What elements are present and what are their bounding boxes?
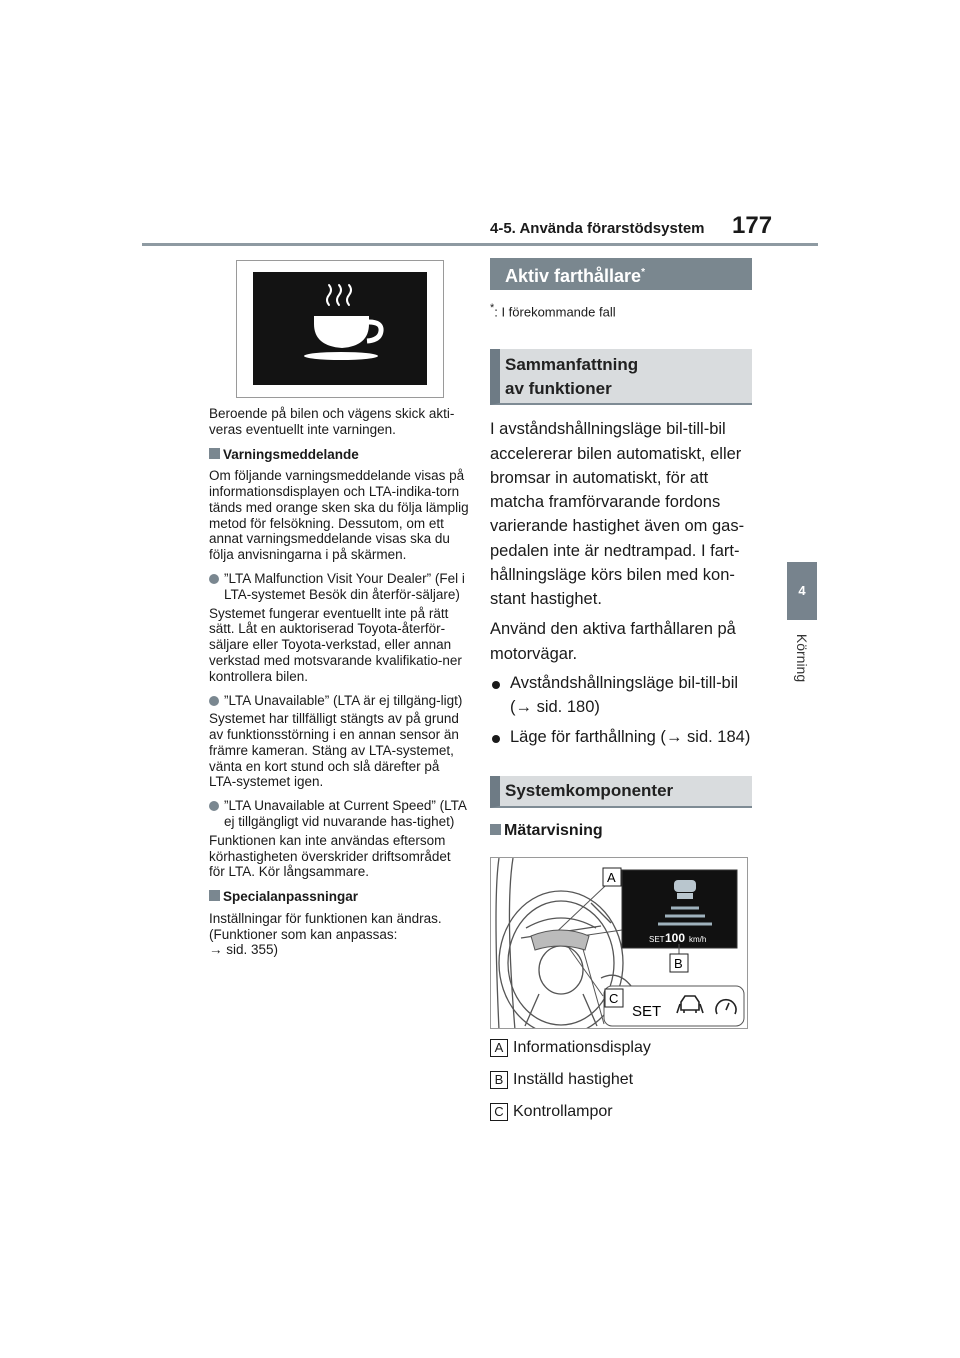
meter-diagram (490, 857, 748, 1029)
callout-label-b: B (674, 955, 683, 971)
warning-item-2: ”LTA Unavailable” (LTA är ej tillgäng-ligt) (209, 693, 469, 709)
square-bullet-icon (490, 824, 501, 835)
square-bullet-icon (209, 890, 220, 901)
summary-body-1: I avståndshållningsläge bil-till-bil accelererar bilen automatiskt, eller bromsar in automatiskt, för att matcha framförvarande fordons varierande hastighet även om gas-pedalen inte är nedtrampad. I fart-hållningsläge körs bilen med kon-stant hastighet. (490, 420, 745, 609)
dashboard-illustration (491, 858, 748, 1029)
warning-item-1-text: Systemet fungerar eventuellt inte på rätt sätt. Låt en auktoriserad Toyota-återför-säljare eller Toyota-verkstad, eller annan verkstad med motsvarande kvalifikatio-ner kontrollera bilen. (209, 605, 462, 684)
system-heading: Systemkomponenter (490, 776, 752, 808)
warning-item-2-text: Systemet har tillfälligt stängts av på grund av funktionsstörning i en annan sensor än främre kameran. Stäng av LTA-systemet, vänta en kort stund och slå därefter på LTA-systemet igen. (209, 711, 459, 790)
right-column (490, 258, 752, 1121)
arrow-right-icon: → (515, 697, 537, 716)
display-set-label: SET (649, 934, 665, 944)
warning-item-3: ”LTA Unavailable at Current Speed” (LTA ej tillgängligt vid nuvarande has-tighet) (209, 798, 469, 830)
arrow-right-icon: → (665, 727, 688, 746)
special-text: Inställningar för funktionen kan ändras. (Funktioner som kan anpassas: (209, 910, 442, 942)
legend-item-a: A Informationsdisplay (490, 1039, 752, 1057)
mode-item-1: Avståndshållningsläge bil-till-bil (→ sid. 180) (490, 672, 752, 720)
header-rule (142, 243, 818, 246)
special-ref: → sid. 355) (209, 942, 279, 958)
header-section-title: 4-5. Använda förarstödsystem (490, 220, 705, 237)
round-bullet-icon (209, 574, 219, 584)
intro-text: Beroende på bilen och vägens skick akti-veras eventuellt inte varningen. (209, 406, 455, 437)
summary-body-2: Använd den aktiva farthållaren på motorvägar. (490, 620, 736, 663)
display-speed-value: 100 (665, 930, 686, 945)
warning-item-1: ”LTA Malfunction Visit Your Dealer” (Fel i LTA-systemet Besök din återför-säljare) (209, 571, 469, 603)
meter-heading: Mätarvisning (490, 822, 752, 840)
round-bullet-icon (209, 696, 219, 706)
arrow-right-icon: → (209, 942, 227, 958)
warning-heading: Varningsmeddelande (209, 447, 469, 463)
page-number: 177 (732, 212, 773, 239)
special-heading: Specialanpassningar (209, 889, 469, 905)
callout-label-a: A (607, 869, 616, 885)
legend-item-c: C Kontrollampor (490, 1103, 752, 1121)
legend-item-b: B Inställd hastighet (490, 1071, 752, 1089)
chapter-tab: 4 (787, 562, 817, 620)
coffee-warning-image (236, 260, 444, 398)
mode-item-2: Läge för farthållning (→ sid. 184) (490, 726, 752, 750)
round-bullet-icon (209, 801, 219, 811)
warning-text: Om följande varningsmeddelande visas på informationsdisplayen och LTA-indika-torn tänds med orange sken ska du följa lämplig metod för felsökning. Dessutom, om ett annat varningsmeddelande visas ska du följa anvisningarna i på skärmen. (209, 468, 469, 563)
square-bullet-icon (209, 448, 220, 459)
left-column (209, 260, 469, 958)
bullet-dot-icon (492, 735, 500, 743)
chapter-label: Körning (794, 633, 810, 683)
aktiv-heading: Aktiv farthållare* (490, 258, 752, 290)
footnote: *: I förekommande fall (490, 302, 616, 320)
warning-item-3-text: Funktionen kan inte användas eftersom körhastigheten överskrider driftsområdet för LTA. Kör långsammare. (209, 832, 451, 880)
callout-label-c: C (609, 990, 619, 1006)
summary-heading: Sammanfattning av funktioner (490, 349, 752, 405)
bullet-dot-icon (492, 681, 500, 689)
set-indicator-text: SET (632, 1002, 662, 1020)
coffee-cup-icon (253, 272, 427, 385)
display-speed-unit: km/h (689, 934, 707, 944)
